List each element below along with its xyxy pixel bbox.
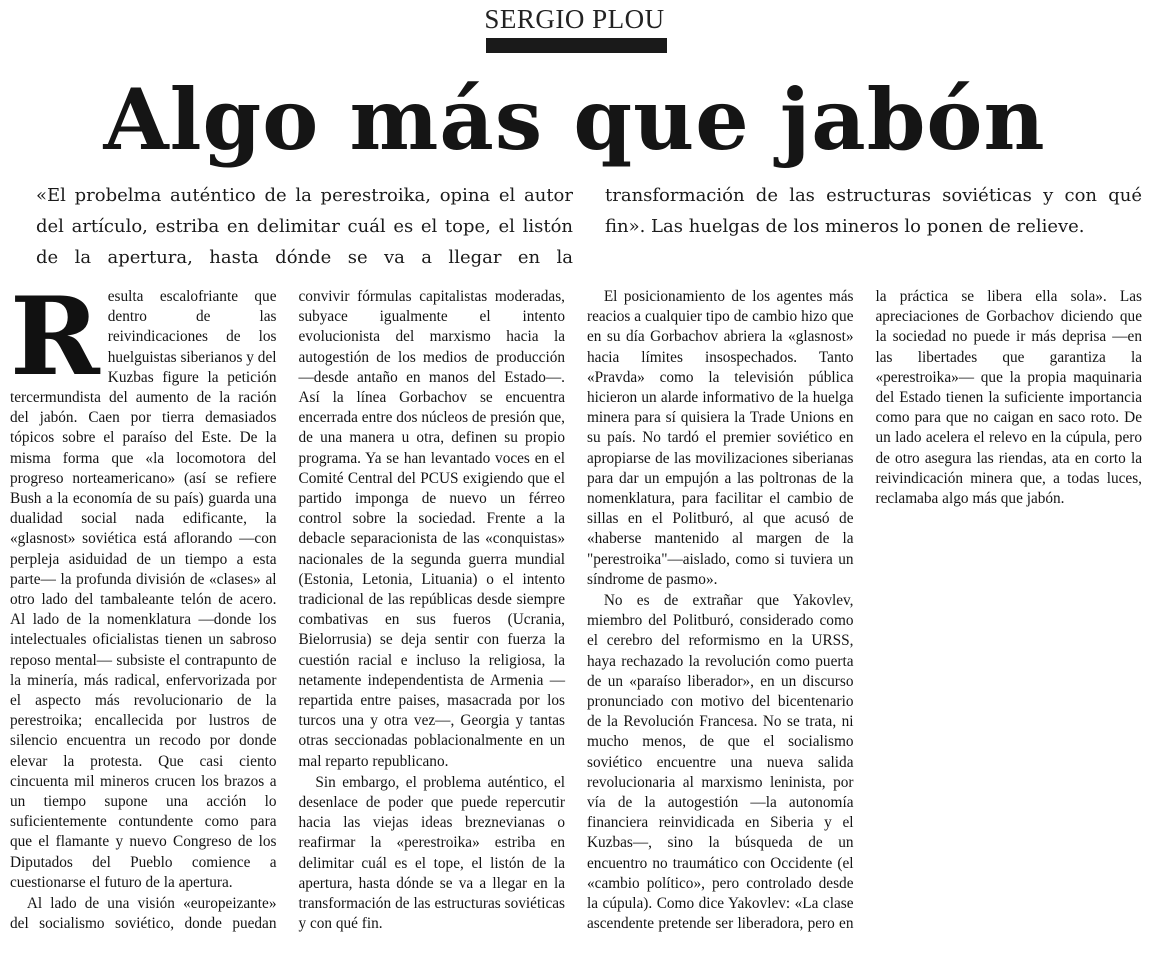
byline: SERGIO PLOU xyxy=(484,4,665,34)
article-paragraph-5: No es de extrañar que Yakovlev, miembro del Politburó, considerado como el cerebro del reformismo en la URSS, haya rechazado la revolución como puerta de un «paraíso liberador», en un discurso pronunciado con motivo del bicentenario de la Revolución Francesa. No se trata, ni mucho menos, de que el socialismo soviético encuentre una nueva salida revolucionaria al marxismo leninista, por vía de la autogestión —la autonomía financiera reinvidicada en Siberia y el Kuzbas—, sino la búsqueda de un encuentro no traumático con Occidente (el «cambio político», pero controlado desde la cúpula). Como dice Yakovlev: «La clase ascendente pretende ser liberadora, pero en la práctica se libera ella sola». Las apreciaciones de Gorbachov diciendo que la sociedad no puede ir más deprisa —en las libertades que garantiza la «perestroika»— que la propia maquinaria del Estado tienen la suficiente importancia como para que no caigan en saco roto. De un lado acelera el relevo en la cúpula, pero de otro asegura las riendas, ata en corto la reivindicación minera que, a todas luces, reclamaba algo más que jabón. xyxy=(587,288,1142,933)
article-paragraph-3: Sin embargo, el problema auténtico, el desenlace de poder que puede repercutir hacia las viejas ideas breznevianas o reafirmar la «perestroika» estriba en delimitar cuál es el tope, el listón de la apertura, hasta dónde se va a llegar en la transformación de las estructuras soviéticas y con qué fin. xyxy=(298,773,565,933)
lede-text: «El probelma auténtico de la perestroika, opina el autor del artículo, estriba en delimitar cuál es el tope, el listón de la apertura, hasta dónde se va a llegar en la transformación de las estructuras soviéticas y con qué fin». Las huelgas de los mineros lo ponen de relieve. xyxy=(36,185,1142,268)
article-paragraph-2: Al lado de una visión «europeizante» del socialismo soviético, donde puedan convivir fórmulas capitalistas moderadas, subyace igualmente el intento evolucionista del marxismo hacia la autogestión de los medios de producción —desde antaño en manos del Estado—. Así la línea Gorbachov se encuentra encerrada entre dos núcleos de presión que, de una manera u otra, definen su propio programa. Ya se han levantado voces en el Comité Central del PCUS exigiendo que el partido imponga de nuevo un férreo control sobre la sociedad. Frente a la debacle separacionista de las «conquistas» nacionales de la segunda guerra mundial (Estonia, Letonia, Lituania) o el intento tradicional de las repúblicas desde siempre combativas en sus fueros (Ucrania, Bielorrusia) se deja sentir con fuerza la cuestión racial e incluso la religiosa, la netamente independentista de Armenia —repartida entre paises, masacrada por los turcos una y otra vez—, Georgia y tantas otras seccionadas poblacionalmente en un mal reparto republicano. xyxy=(10,288,565,933)
headline: Algo más que jabón xyxy=(103,70,1046,169)
article-body xyxy=(10,274,1142,953)
article-paragraph-1 xyxy=(10,274,277,893)
lede xyxy=(36,180,1142,274)
article-paragraph-4: El posicionamiento de los agentes más reacios a cualquier tipo de cambio hizo que en su día Gorbachov abriera la «glasnost» hacia límites insospechados. Tanto «Pravda» como la televisión pública hicieron un alarde informativo de la huelga minera para sí quisiera la Trade Unions en su país. No tardó el premier soviético en apropiarse de las movilizaciones siberianas para dar un empujón a las poltronas de la nomenklatura, para facilitar el cambio de sillas en el Politburó, al que acusó de «haberse mantenido al margen de la "perestroika"—aislado, como si tuviera un síndrome de pasmo». xyxy=(587,288,854,588)
paragraph-text: esulta escalofriante que dentro de las reivindicaciones de los huelguistas siberianos y del Kuzbas figure la petición tercermundista del aumento de la ración del jabón. Caen por tierra demasiados tópicos sobre el paraíso del Este. De la misma forma que «la locomotora del progreso norteamericano» (así se refiere Bush a la economía de su país) guarda una dualidad social nada edificante, la «glasnost» soviética está aflorando —con perpleja asiduidad de un tiempo a esta parte— la profunda división de «clases» al otro lado del tambaleante telón de acero. Al lado de la nomenklatura —donde los intelectuales oficialistas tienen un sabroso reposo mental— subsiste el contrapunto de la minería, más radical, enfervorizada por el aspecto más revolucionario de la perestroika; encallecida por lustros de silencio encuentra un recodo por donde elevar la protesta. Que casi ciento cincuenta mil mineros crucen los brazos a un tiempo supone una acción lo suficientemente contundente como para que el flamante y nuevo Congreso de los Diputados del Pueblo comience a cuestionarse el futuro de la apertura. xyxy=(10,288,277,891)
byline-rule xyxy=(486,38,667,53)
dropcap: R xyxy=(10,274,100,400)
